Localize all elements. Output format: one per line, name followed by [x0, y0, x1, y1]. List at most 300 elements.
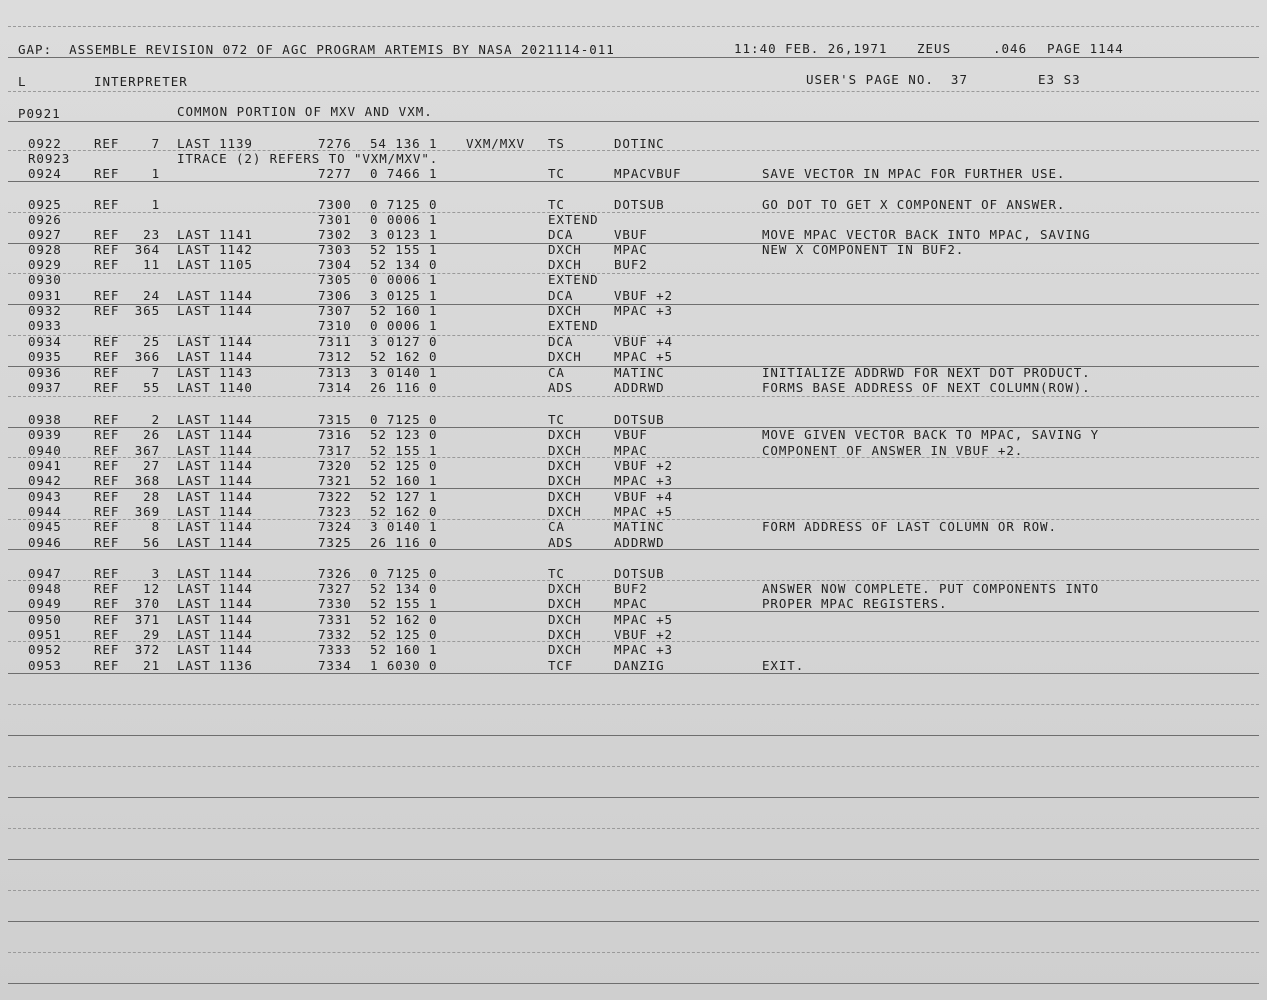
row-code: 0 0006 1	[370, 318, 438, 333]
row-ref: REF	[94, 535, 120, 550]
row-last: LAST 1144	[177, 458, 253, 473]
row-last: LAST 1140	[177, 380, 253, 395]
row-last: LAST 1144	[177, 504, 253, 519]
row-ref: REF	[94, 519, 120, 534]
row-ref: REF	[94, 349, 120, 364]
row-op: DXCH	[548, 612, 582, 627]
row-cmt: EXIT.	[762, 658, 805, 673]
page-number: PAGE 1144	[1047, 41, 1124, 56]
row-refn: 26	[143, 427, 160, 442]
row-opnd: MPAC +5	[614, 612, 673, 627]
listing-row	[0, 258, 1267, 273]
listing-row	[0, 413, 1267, 428]
row-refn: 370	[134, 596, 160, 611]
timestamp: 11:40 FEB. 26,1971	[734, 41, 888, 56]
row-addr: 7312	[318, 349, 352, 364]
row-line: 0943	[28, 489, 62, 504]
row-opnd: BUF2	[614, 257, 648, 272]
listing-row	[0, 228, 1267, 243]
row-line: 0946	[28, 535, 62, 550]
row-addr: 7305	[318, 272, 352, 287]
row-ref: REF	[94, 136, 120, 151]
listing-row	[0, 319, 1267, 334]
column-l: L	[18, 74, 27, 89]
row-line: 0929	[28, 257, 62, 272]
listing-row	[0, 428, 1267, 443]
row-last: LAST 1144	[177, 349, 253, 364]
row-last: LAST 1144	[177, 581, 253, 596]
row-line: 0934	[28, 334, 62, 349]
row-opnd: VBUF	[614, 427, 648, 442]
row-code: 0 7125 0	[370, 566, 438, 581]
row-ref: REF	[94, 642, 120, 657]
row-cmt: PROPER MPAC REGISTERS.	[762, 596, 948, 611]
row-op: TC	[548, 197, 565, 212]
run-number: .046	[993, 41, 1028, 56]
row-op: TC	[548, 566, 565, 581]
paper-rule	[8, 859, 1259, 860]
row-op: TC	[548, 412, 565, 427]
paper-rule	[8, 704, 1259, 705]
listing-row	[0, 628, 1267, 643]
row-cmt: SAVE VECTOR IN MPAC FOR FURTHER USE.	[762, 166, 1066, 181]
row-opnd: MPAC +5	[614, 504, 673, 519]
row-last: LAST 1144	[177, 535, 253, 550]
row-addr: 7277	[318, 166, 352, 181]
paper-rule	[8, 26, 1259, 27]
row-cmt: MOVE GIVEN VECTOR BACK TO MPAC, SAVING Y	[762, 427, 1100, 442]
row-op: DXCH	[548, 242, 582, 257]
row-op: DXCH	[548, 458, 582, 473]
row-line: 0931	[28, 288, 62, 303]
row-addr: 7323	[318, 504, 352, 519]
listing-row	[0, 474, 1267, 489]
row-addr: 7303	[318, 242, 352, 257]
row-opnd: DOTSUB	[614, 412, 665, 427]
row-code: 26 116 0	[370, 535, 438, 550]
row-line: 0937	[28, 380, 62, 395]
row-line: 0927	[28, 227, 62, 242]
row-addr: 7307	[318, 303, 352, 318]
row-last: LAST 1143	[177, 365, 253, 380]
row-opnd: VBUF +2	[614, 288, 673, 303]
row-refn: 368	[134, 473, 160, 488]
paper-rule	[8, 396, 1259, 397]
paper-rule	[8, 921, 1259, 922]
row-op: DCA	[548, 334, 574, 349]
row-op: ADS	[548, 535, 574, 550]
row-last: LAST 1144	[177, 596, 253, 611]
row-op: CA	[548, 365, 565, 380]
paper-rule	[8, 828, 1259, 829]
listing-row	[0, 659, 1267, 674]
row-line: 0940	[28, 443, 62, 458]
row-opnd: MPAC +3	[614, 473, 673, 488]
row-last: LAST 1141	[177, 227, 253, 242]
paper-rule	[8, 91, 1259, 92]
row-op: TS	[548, 136, 565, 151]
listing-row	[0, 350, 1267, 365]
row-ref: REF	[94, 566, 120, 581]
section-title: COMMON PORTION OF MXV AND VXM.	[177, 104, 433, 119]
row-last: LAST 1144	[177, 334, 253, 349]
row-opnd: MPAC	[614, 443, 648, 458]
row-last: LAST 1144	[177, 566, 253, 581]
row-code: 52 162 0	[370, 504, 438, 519]
listing-row	[0, 459, 1267, 474]
row-line: 0944	[28, 504, 62, 519]
row-op: DXCH	[548, 349, 582, 364]
row-ref: REF	[94, 581, 120, 596]
listing-row	[0, 597, 1267, 612]
row-last: LAST 1144	[177, 303, 253, 318]
listing-row	[0, 289, 1267, 304]
row-line: 0939	[28, 427, 62, 442]
row-addr: 7313	[318, 365, 352, 380]
row-code: 52 134 0	[370, 581, 438, 596]
row-line: 0936	[28, 365, 62, 380]
row-ref: REF	[94, 504, 120, 519]
row-code: 52 162 0	[370, 612, 438, 627]
row-addr: 7306	[318, 288, 352, 303]
row-refn: 1	[151, 166, 160, 181]
row-op: DXCH	[548, 642, 582, 657]
row-refn: 365	[134, 303, 160, 318]
row-code: 3 0127 0	[370, 334, 438, 349]
row-last: LAST 1144	[177, 412, 253, 427]
row-addr: 7330	[318, 596, 352, 611]
row-ref: REF	[94, 380, 120, 395]
row-opnd: MATINC	[614, 519, 665, 534]
row-line: 0924	[28, 166, 62, 181]
row-ref: REF	[94, 242, 120, 257]
listing-row	[0, 243, 1267, 258]
row-addr: 7334	[318, 658, 352, 673]
row-line: 0932	[28, 303, 62, 318]
row-addr: 7327	[318, 581, 352, 596]
row-refn: 25	[143, 334, 160, 349]
row-op: DXCH	[548, 627, 582, 642]
row-code: 52 155 1	[370, 443, 438, 458]
row-line: 0948	[28, 581, 62, 596]
row-op: TCF	[548, 658, 574, 673]
row-cmt: FORM ADDRESS OF LAST COLUMN OR ROW.	[762, 519, 1057, 534]
row-ref: REF	[94, 443, 120, 458]
row-refn: 21	[143, 658, 160, 673]
row-opnd: VBUF +2	[614, 458, 673, 473]
row-op: DCA	[548, 227, 574, 242]
row-code: 52 134 0	[370, 257, 438, 272]
paper-rule	[8, 766, 1259, 767]
row-code: 52 127 1	[370, 489, 438, 504]
row-code: 3 0140 1	[370, 365, 438, 380]
row-addr: 7324	[318, 519, 352, 534]
row-ref: REF	[94, 334, 120, 349]
system-name: ZEUS	[917, 41, 952, 56]
paper-rule	[8, 983, 1259, 984]
row-code: 52 155 1	[370, 596, 438, 611]
row-op: DXCH	[548, 427, 582, 442]
row-addr: 7310	[318, 318, 352, 333]
row-cmt: MOVE MPAC VECTOR BACK INTO MPAC, SAVING	[762, 227, 1091, 242]
row-refn: 23	[143, 227, 160, 242]
section-line-number: P0921	[18, 106, 61, 121]
paper-rule	[8, 121, 1259, 122]
listing-row	[0, 567, 1267, 582]
row-label: VXM/MXV	[466, 136, 525, 151]
row-refn: 11	[143, 257, 160, 272]
section-name: INTERPRETER	[94, 74, 188, 89]
row-ref: REF	[94, 489, 120, 504]
row-code: 0 7466 1	[370, 166, 438, 181]
row-cmt: GO DOT TO GET X COMPONENT OF ANSWER.	[762, 197, 1066, 212]
row-addr: 7326	[318, 566, 352, 581]
row-line: 0951	[28, 627, 62, 642]
row-code: 3 0123 1	[370, 227, 438, 242]
row-code: 52 160 1	[370, 303, 438, 318]
row-cmt: ANSWER NOW COMPLETE. PUT COMPONENTS INTO	[762, 581, 1100, 596]
row-opnd: MPAC +3	[614, 303, 673, 318]
paper-rule	[8, 57, 1259, 58]
row-addr: 7333	[318, 642, 352, 657]
row-ref: REF	[94, 458, 120, 473]
listing-row	[0, 335, 1267, 350]
row-last: LAST 1136	[177, 658, 253, 673]
row-ref: REF	[94, 257, 120, 272]
row-code: 0 0006 1	[370, 272, 438, 287]
row-line: 0950	[28, 612, 62, 627]
paper-rule	[8, 735, 1259, 736]
row-line: 0953	[28, 658, 62, 673]
row-refn: 2	[151, 412, 160, 427]
row-line: 0942	[28, 473, 62, 488]
row-addr: 7302	[318, 227, 352, 242]
row-line: 0935	[28, 349, 62, 364]
row-opnd: BUF2	[614, 581, 648, 596]
listing-row	[0, 520, 1267, 535]
row-line: 0949	[28, 596, 62, 611]
paper-rule	[8, 952, 1259, 953]
row-last: LAST 1139	[177, 136, 253, 151]
row-line: 0945	[28, 519, 62, 534]
row-addr: 7332	[318, 627, 352, 642]
row-op: DXCH	[548, 303, 582, 318]
row-opnd: VBUF +4	[614, 334, 673, 349]
row-code: 3 0140 1	[370, 519, 438, 534]
row-addr: 7315	[318, 412, 352, 427]
listing-row	[0, 366, 1267, 381]
row-addr: 7331	[318, 612, 352, 627]
listing-row	[0, 304, 1267, 319]
row-last: LAST 1144	[177, 489, 253, 504]
row-ref: REF	[94, 473, 120, 488]
row-opnd: VBUF	[614, 227, 648, 242]
row-op: EXTEND	[548, 318, 599, 333]
row-op: CA	[548, 519, 565, 534]
row-opnd: ADDRWD	[614, 380, 665, 395]
row-last: LAST 1144	[177, 427, 253, 442]
row-ref: REF	[94, 303, 120, 318]
row-code: 52 155 1	[370, 242, 438, 257]
row-ref: REF	[94, 412, 120, 427]
row-ref: REF	[94, 427, 120, 442]
row-last: LAST 1144	[177, 612, 253, 627]
listing-row	[0, 582, 1267, 597]
row-ref: REF	[94, 627, 120, 642]
row-addr: 7317	[318, 443, 352, 458]
row-op: DXCH	[548, 504, 582, 519]
row-last: LAST 1144	[177, 627, 253, 642]
row-refn: 24	[143, 288, 160, 303]
row-addr: 7316	[318, 427, 352, 442]
row-op: ADS	[548, 380, 574, 395]
row-line: 0938	[28, 412, 62, 427]
row-opnd: MPAC +5	[614, 349, 673, 364]
row-addr: 7322	[318, 489, 352, 504]
row-addr: 7311	[318, 334, 352, 349]
row-addr: 7301	[318, 212, 352, 227]
listing-row	[0, 381, 1267, 396]
row-addr: 7314	[318, 380, 352, 395]
listing-row	[0, 643, 1267, 658]
assembly-line: GAP: ASSEMBLE REVISION 072 OF AGC PROGRAM ARTEMIS BY NASA 2021114-011	[18, 42, 615, 57]
row-line: 0925	[28, 197, 62, 212]
row-opnd: DANZIG	[614, 658, 665, 673]
paper-rule	[8, 890, 1259, 891]
listing-row	[0, 444, 1267, 459]
row-line: 0933	[28, 318, 62, 333]
row-op: DCA	[548, 288, 574, 303]
row-op: DXCH	[548, 596, 582, 611]
row-refn: 29	[143, 627, 160, 642]
listing-row	[0, 213, 1267, 228]
row-last: ITRACE (2) REFERS TO "VXM/MXV".	[177, 151, 439, 166]
row-opnd: VBUF +4	[614, 489, 673, 504]
row-refn: 7	[151, 365, 160, 380]
row-code: 52 125 0	[370, 627, 438, 642]
row-opnd: MPAC	[614, 242, 648, 257]
row-refn: 8	[151, 519, 160, 534]
row-refn: 367	[134, 443, 160, 458]
listing-row	[0, 152, 1267, 167]
sheet-id: E3 S3	[1038, 72, 1081, 87]
row-refn: 7	[151, 136, 160, 151]
row-ref: REF	[94, 288, 120, 303]
row-addr: 7325	[318, 535, 352, 550]
row-line: 0928	[28, 242, 62, 257]
row-last: LAST 1144	[177, 642, 253, 657]
row-op: DXCH	[548, 257, 582, 272]
row-addr: 7276	[318, 136, 352, 151]
row-opnd: MPAC +3	[614, 642, 673, 657]
row-op: TC	[548, 166, 565, 181]
row-refn: 28	[143, 489, 160, 504]
row-ref: REF	[94, 365, 120, 380]
row-line: 0930	[28, 272, 62, 287]
row-code: 3 0125 1	[370, 288, 438, 303]
row-cmt: COMPONENT OF ANSWER IN VBUF +2.	[762, 443, 1024, 458]
row-opnd: DOTSUB	[614, 197, 665, 212]
row-opnd: MPAC	[614, 596, 648, 611]
paper-rule	[8, 797, 1259, 798]
row-line: 0952	[28, 642, 62, 657]
row-op: EXTEND	[548, 212, 599, 227]
row-op: DXCH	[548, 473, 582, 488]
row-line: 0922	[28, 136, 62, 151]
row-cmt: FORMS BASE ADDRESS OF NEXT COLUMN(ROW).	[762, 380, 1091, 395]
users-page: USER'S PAGE NO. 37	[806, 72, 968, 87]
row-refn: 27	[143, 458, 160, 473]
row-ref: REF	[94, 658, 120, 673]
listing-row	[0, 198, 1267, 213]
listing-row	[0, 273, 1267, 288]
row-op: DXCH	[548, 581, 582, 596]
row-cmt: NEW X COMPONENT IN BUF2.	[762, 242, 965, 257]
listing-row	[0, 167, 1267, 182]
listing-row	[0, 536, 1267, 551]
listing-row	[0, 505, 1267, 520]
row-code: 52 160 1	[370, 473, 438, 488]
row-last: LAST 1144	[177, 519, 253, 534]
row-refn: 3	[151, 566, 160, 581]
row-ref: REF	[94, 596, 120, 611]
row-last: LAST 1105	[177, 257, 253, 272]
row-last: LAST 1144	[177, 473, 253, 488]
row-refn: 371	[134, 612, 160, 627]
row-refn: 364	[134, 242, 160, 257]
row-opnd: DOTINC	[614, 136, 665, 151]
row-addr: 7304	[318, 257, 352, 272]
row-ref: REF	[94, 197, 120, 212]
row-ref: REF	[94, 166, 120, 181]
row-addr: 7320	[318, 458, 352, 473]
row-opnd: DOTSUB	[614, 566, 665, 581]
row-code: 26 116 0	[370, 380, 438, 395]
listing-row	[0, 137, 1267, 152]
row-line: R0923	[28, 151, 71, 166]
row-addr: 7321	[318, 473, 352, 488]
row-refn: 372	[134, 642, 160, 657]
row-opnd: ADDRWD	[614, 535, 665, 550]
row-ref: REF	[94, 612, 120, 627]
row-ref: REF	[94, 227, 120, 242]
row-op: DXCH	[548, 443, 582, 458]
row-code: 54 136 1	[370, 136, 438, 151]
row-opnd: MPACVBUF	[614, 166, 682, 181]
row-last: LAST 1142	[177, 242, 253, 257]
row-code: 0 7125 0	[370, 197, 438, 212]
row-code: 52 125 0	[370, 458, 438, 473]
row-last: LAST 1144	[177, 443, 253, 458]
row-line: 0941	[28, 458, 62, 473]
row-cmt: INITIALIZE ADDRWD FOR NEXT DOT PRODUCT.	[762, 365, 1091, 380]
row-opnd: VBUF +2	[614, 627, 673, 642]
row-code: 52 160 1	[370, 642, 438, 657]
row-refn: 55	[143, 380, 160, 395]
row-line: 0947	[28, 566, 62, 581]
row-refn: 56	[143, 535, 160, 550]
row-refn: 1	[151, 197, 160, 212]
row-code: 0 0006 1	[370, 212, 438, 227]
row-refn: 366	[134, 349, 160, 364]
row-code: 1 6030 0	[370, 658, 438, 673]
row-last: LAST 1144	[177, 288, 253, 303]
row-addr: 7300	[318, 197, 352, 212]
row-opnd: MATINC	[614, 365, 665, 380]
row-op: EXTEND	[548, 272, 599, 287]
row-code: 52 162 0	[370, 349, 438, 364]
row-line: 0926	[28, 212, 62, 227]
